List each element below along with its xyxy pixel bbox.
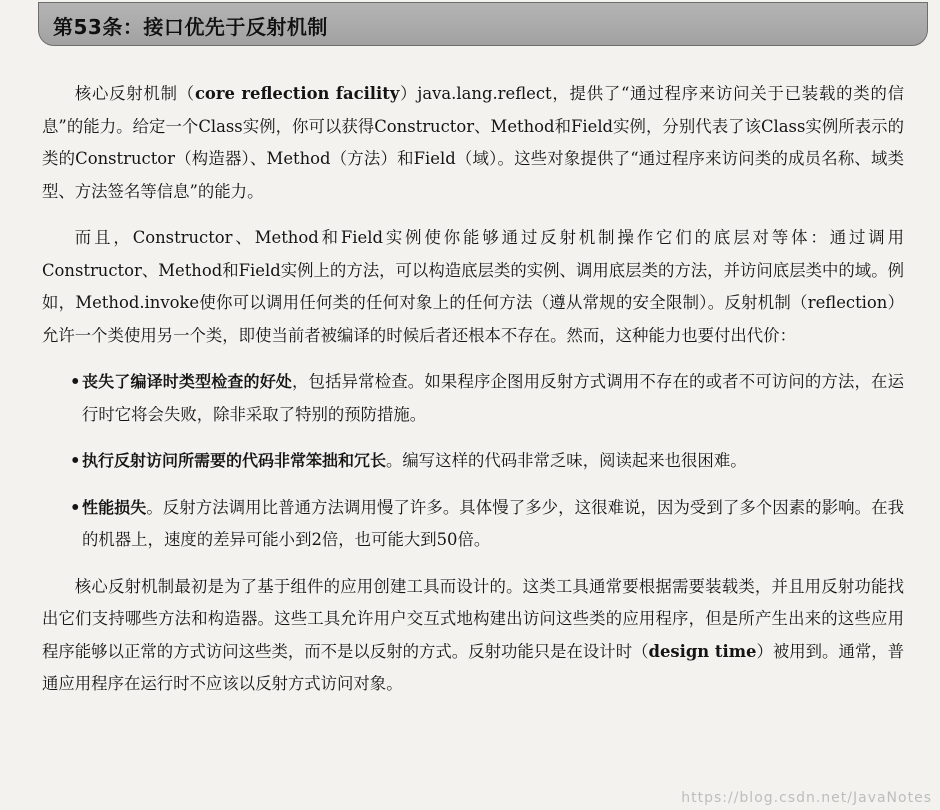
p3-text-c: ）被用到。通常，普通应用程序在运行时不应该以反射方式访问对象。 bbox=[42, 641, 905, 693]
cost-item-heading: 执行反射访问所需要的代码非常笨拙和冗长 bbox=[82, 451, 387, 470]
watermark-url: https://blog.csdn.net/JavaNotes bbox=[681, 790, 932, 806]
section-header bbox=[38, 2, 928, 46]
cost-item-heading: 丧失了编译时类型检查的好处 bbox=[82, 372, 292, 391]
paragraph-reflection-capabilities bbox=[42, 222, 904, 352]
bullet-icon: • bbox=[70, 497, 81, 517]
paragraph-design-time bbox=[42, 571, 904, 701]
p1-text-a: 核心反射机制（ bbox=[74, 84, 195, 103]
p3-term-design-time: design time bbox=[648, 641, 757, 661]
p3-text-a: 核心反射机制最初是为了基于组件的应用创建工具而设计的。这类工具通常要根据需要装载类，并且用反射功能找出它们支持哪些方法和构造器。这些工具允许用户交互式地构建出访问这些类的应用程序，但是所产生出来的这些应用程序能够以正常的方式访问这些类，而不是以反射的方式。反射功能只是在设计时（ bbox=[42, 576, 904, 661]
cost-item-verbose-code bbox=[42, 445, 904, 478]
bullet-icon: • bbox=[70, 451, 81, 470]
p1-text-c: ）java.lang.reflect，提供了“通过程序来访问关于已装载的类的信息”的能力。给定一个Class实例，你可以获得Constructor、Method和Field实例，分别代表了该Class实例所表示的类的Constructor（构造器）、Method（方法）和Field（域）。这些对象提供了“通过程序来访问类的成员名称、域类型、方法签名等信息”的能力。 bbox=[42, 84, 905, 201]
cost-item-body: 。反射方法调用比普通方法调用慢了许多。具体慢了多少，这很难说，因为受到了多个因素的影响。在我的机器上，速度的差异可能小到2倍，也可能大到50倍。 bbox=[82, 497, 904, 549]
section-title: 第53条：接口优先于反射机制 bbox=[53, 15, 328, 39]
body-text bbox=[42, 78, 904, 701]
p1-term-core-reflection: core reflection facility bbox=[194, 84, 400, 103]
cost-item-heading: 性能损失 bbox=[82, 497, 147, 517]
cost-item-body: 。编写这样的代码非常乏味，阅读起来也很困难。 bbox=[386, 451, 747, 470]
cost-item-type-checking bbox=[42, 366, 904, 431]
bullet-icon: • bbox=[70, 372, 81, 391]
paragraph-reflection-intro bbox=[42, 78, 904, 208]
cost-item-performance bbox=[42, 492, 904, 557]
cost-item-body: ，包括异常检查。如果程序企图用反射方式调用不存在的或者不可访问的方法，在运行时它将会失败，除非采取了特别的预防措施。 bbox=[82, 372, 904, 424]
cost-list bbox=[42, 366, 904, 557]
p2-text: 而且，Constructor、Method和Field实例使你能够通过反射机制操作它们的底层对等体：通过调用Constructor、Method和Field实例上的方法，可以构造底层类的实例、调用底层类的方法，并访问底层类中的域。例如，Method.invoke使你可以调用任何类的任何对象上的任何方法（遵从常规的安全限制）。反射机制（reflection）允许一个类使用另一个类，即使当前者被编译的时候后者还根本不存在。然而，这种能力也要付出代价： bbox=[42, 228, 904, 345]
